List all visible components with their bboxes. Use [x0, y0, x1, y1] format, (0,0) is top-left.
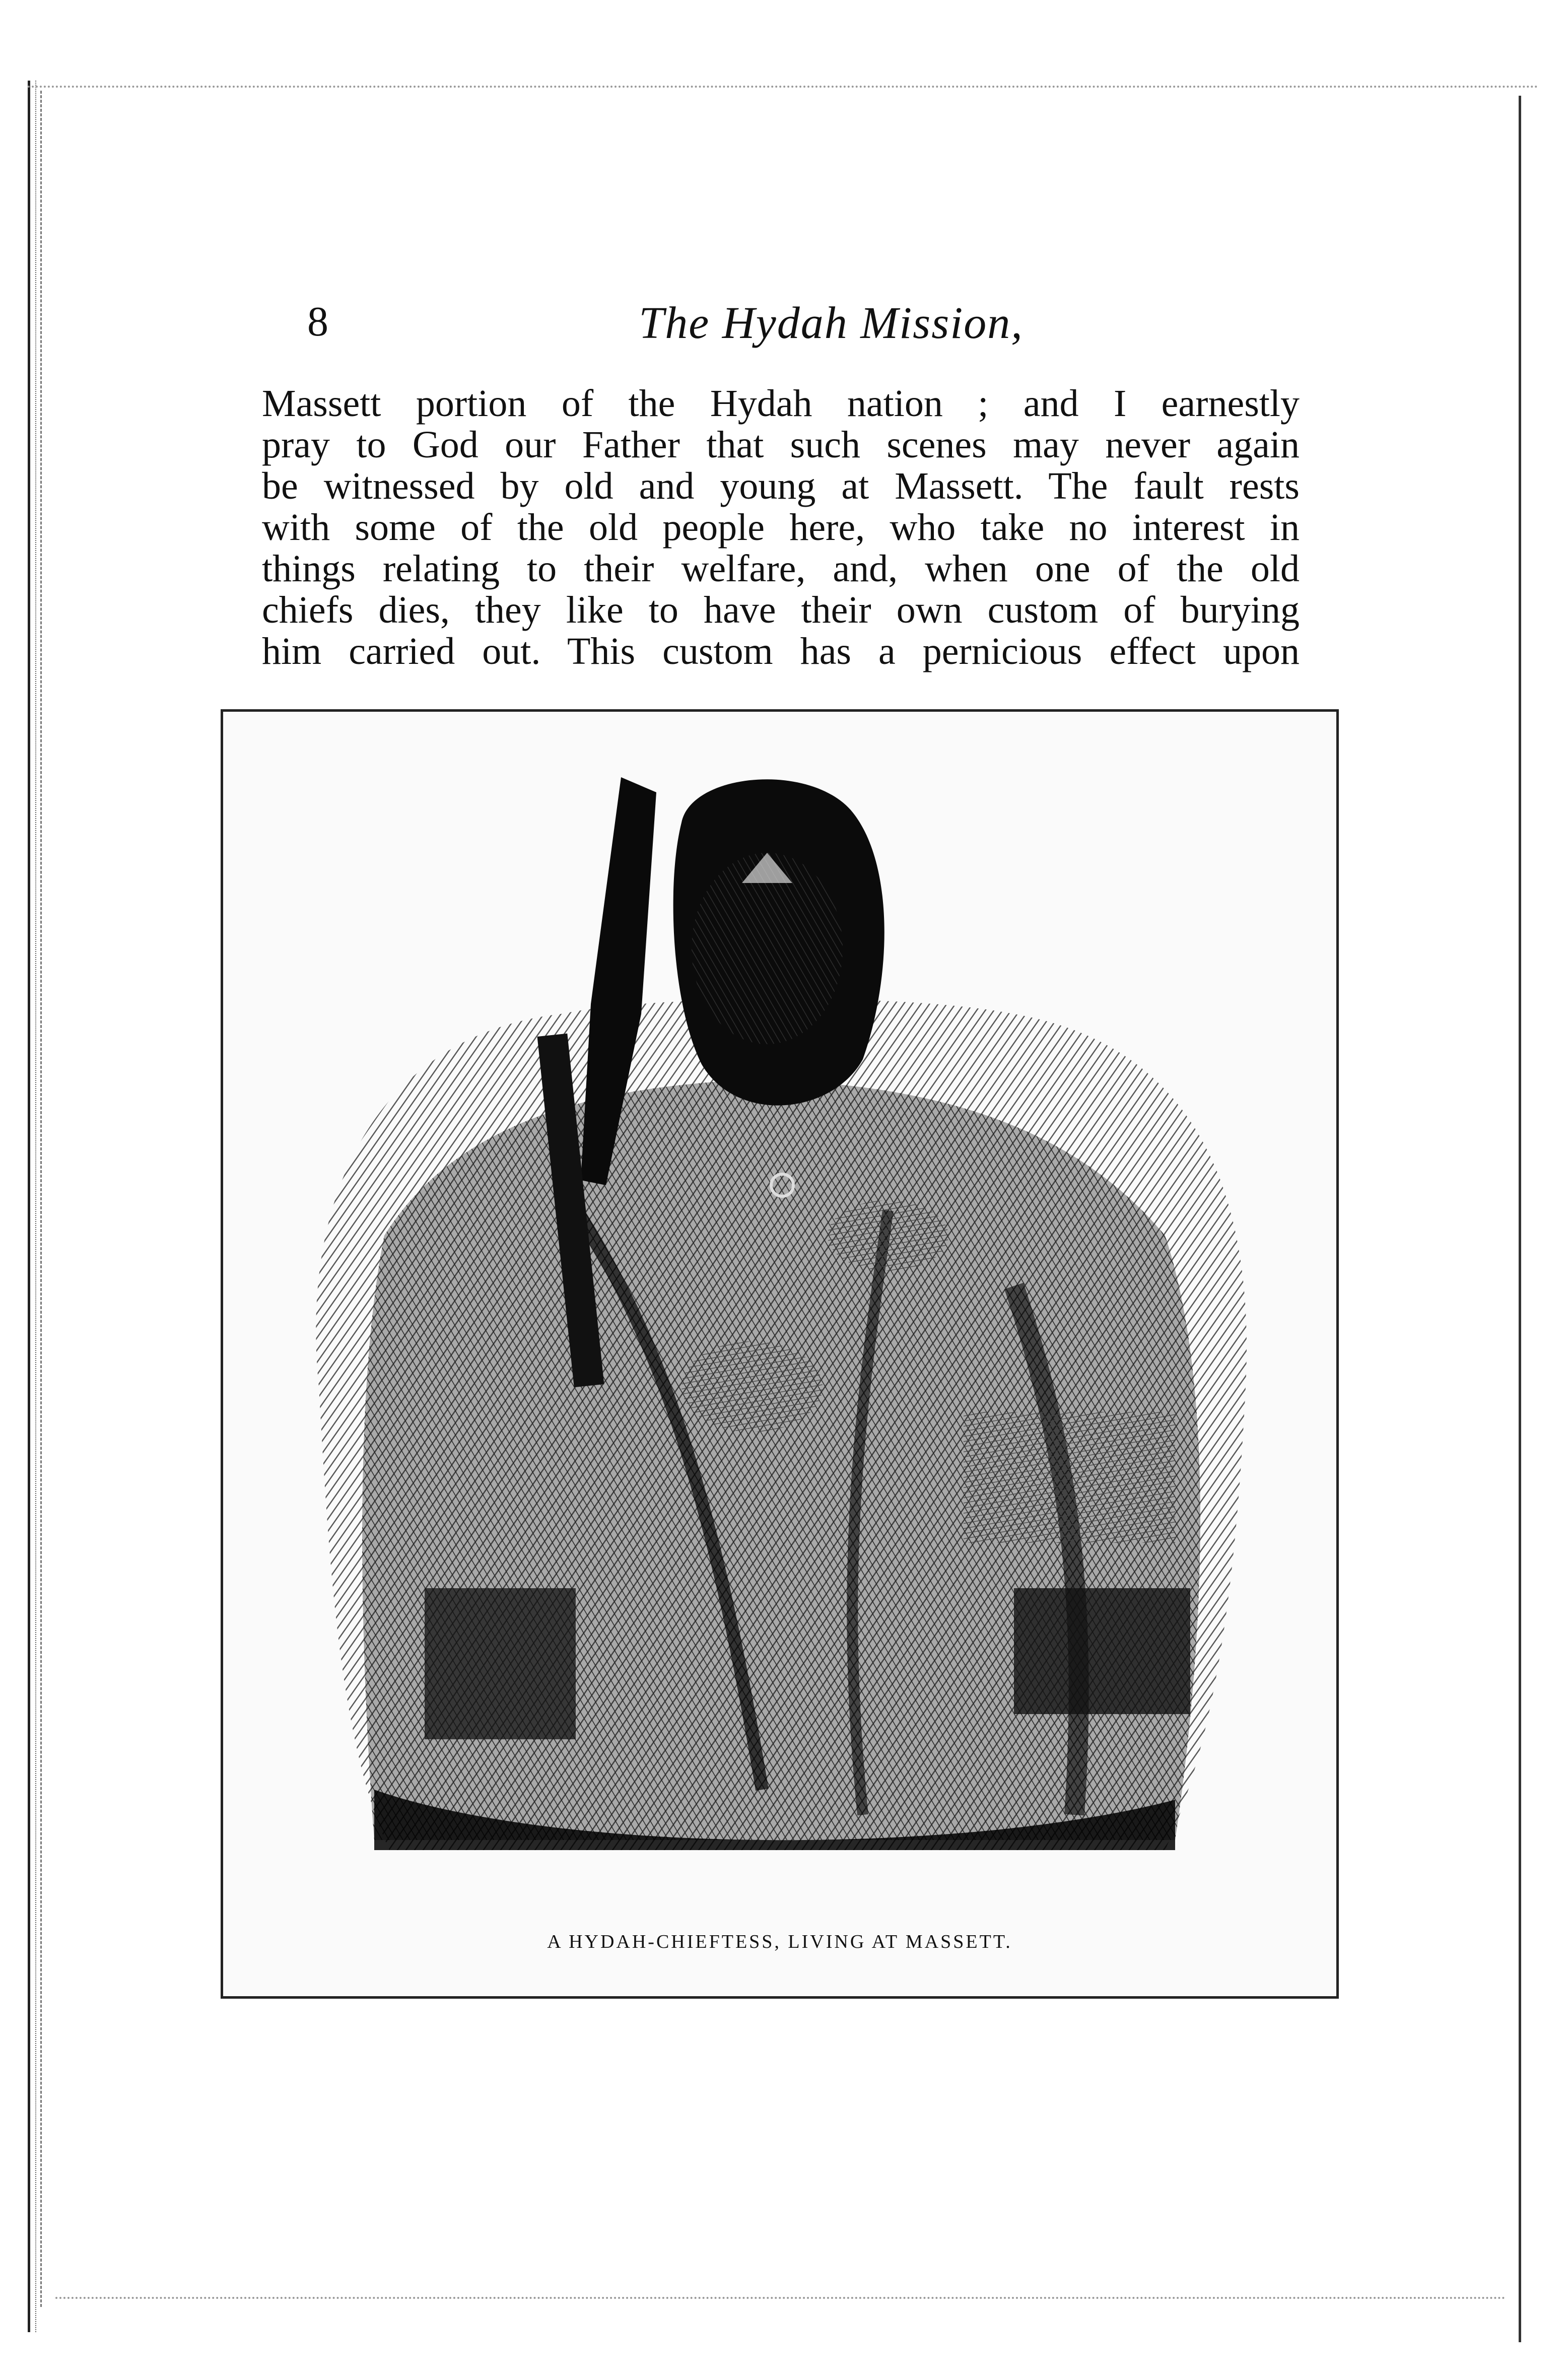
body-line: with some of the old people here, who take no interest in [262, 506, 1300, 549]
scan-edge-right [1519, 96, 1521, 2342]
scan-edge-bottom [55, 2297, 1506, 2299]
body-line: things relating to their welfare, and, when one of the old [262, 548, 1300, 590]
scan-edge-left [28, 81, 36, 2332]
engraving-figure [221, 709, 1339, 1999]
body-line: chiefs dies, they like to have their own custom of burying [262, 589, 1300, 631]
body-line: Massett portion of the Hydah nation ; and I earnestly [262, 382, 1300, 425]
scan-edge-top [28, 86, 1539, 88]
body-line: be witnessed by old and young at Massett. The fault rests [262, 465, 1300, 507]
engraving-chieftess-portrait [258, 732, 1296, 1900]
body-line: pray to God our Father that such scenes may never again [262, 424, 1300, 466]
body-line: him carried out. This custom has a pernicious effect upon [262, 630, 1300, 672]
running-head [262, 297, 1400, 353]
page-number: 8 [307, 298, 328, 345]
body-paragraph [262, 383, 1300, 672]
running-title: The Hydah Mission, [639, 298, 1024, 348]
scan-edge-left-shadow [40, 91, 42, 2307]
figure-caption: A HYDAH-CHIEFTESS, LIVING AT MASSETT. [547, 1931, 1012, 1952]
